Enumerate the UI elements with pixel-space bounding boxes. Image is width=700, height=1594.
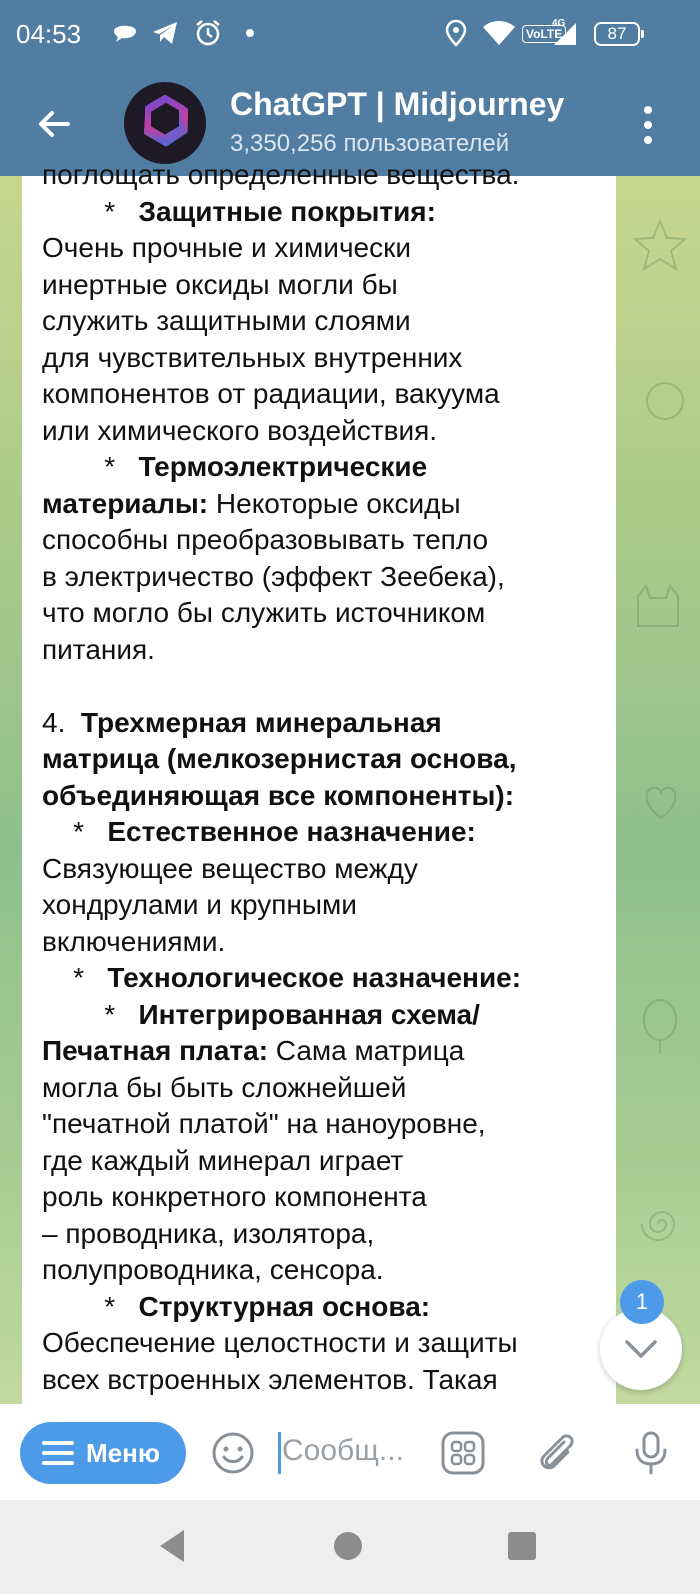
line-text: для чувствительных внутренних [42,341,463,373]
bold-heading: матрица (мелкозернистая основа, [42,743,517,774]
bullet-prefix: * [42,998,139,1030]
line-text: всех встроенных элементов. Такая [42,1363,498,1395]
message-line [42,522,602,559]
unread-badge: 1 [620,1280,664,1324]
line-text: роль конкретного компонента [42,1181,427,1212]
status-time: 04:53 [16,19,82,49]
openai-logo-icon [124,82,206,164]
nav-recents-icon[interactable] [506,1530,538,1562]
message-line [42,1070,602,1107]
dot-icon [238,18,268,48]
message-line [42,194,602,231]
line-text: Сама матрица [268,1035,465,1066]
more-vert-icon[interactable] [640,102,656,148]
bullet-prefix: * [42,962,108,993]
message-line [42,486,602,523]
message-line [42,668,602,705]
text-caret [278,1432,281,1474]
message-line [42,1106,602,1143]
doodle-heart-icon [636,776,686,826]
message-line [42,887,602,924]
line-text: включениями. [42,925,226,957]
status-bar [0,0,700,70]
doodle-cat-icon [628,576,688,636]
telegram-notification-icon [150,18,180,48]
menu-lines-icon [42,1440,74,1466]
mic-icon[interactable] [628,1430,674,1476]
bullet-prefix: 4. [42,706,81,738]
message-input-bar [0,1404,700,1500]
message-text [42,157,602,1398]
line-text: хондрулами и крупными [42,889,357,920]
message-line [42,157,602,194]
line-text: или химического воздействия. [42,414,438,446]
message-line [42,413,602,450]
message-line [42,449,602,486]
bold-heading: Естественное назначение: [107,816,476,847]
bold-heading: Защитные покрытия: [138,195,436,227]
bullet-prefix: * [42,451,139,482]
alarm-icon [193,18,223,48]
top-bar [0,0,700,176]
line-text: – проводника, изолятора, [42,1217,375,1249]
bold-heading: Технологическое назначение: [107,962,522,993]
line-text: инертные оксиды могли бы [42,268,398,300]
message-line [42,741,602,778]
line-text: компонентов от радиации, вакуума [42,378,500,409]
member-count: 3,350,256 пользователей [230,130,510,157]
message-line [42,1033,602,1070]
line-text: где каждый минерал играет [42,1144,404,1176]
apps-grid-icon[interactable] [440,1430,486,1476]
bold-heading: объединяющая все компоненты): [42,779,515,811]
message-line [42,814,602,851]
chevron-down-icon [622,1334,660,1364]
bullet-prefix: * [42,195,139,227]
bullet-prefix: * [42,1290,139,1322]
line-text: служить защитными слоями [42,305,411,336]
doodle-balloon-icon [630,996,690,1056]
message-line [42,778,602,815]
message-line [42,303,602,340]
message-line [42,1143,602,1180]
chat-title[interactable]: ChatGPT | Midjourney [230,86,565,122]
attach-icon[interactable] [534,1430,580,1476]
system-nav-bar [0,1500,700,1594]
doodle-star-icon [630,216,690,276]
chat-background [0,159,700,1404]
message-line [42,705,602,742]
bullet-prefix: * [42,816,108,847]
menu-button[interactable] [20,1422,186,1484]
message-bubble[interactable] [22,159,616,1404]
line-text: "печатной платой" на наноуровне, [42,1108,486,1139]
message-line [42,997,602,1034]
channel-avatar[interactable] [124,82,206,164]
line-text: Обеспечение целостности и защиты [42,1327,518,1358]
message-line [42,595,602,632]
message-line [42,924,602,961]
message-line [42,851,602,888]
bold-heading: Трехмерная минеральная [80,706,442,738]
bold-heading: материалы: [42,487,209,519]
message-input[interactable]: Сообщ... [282,1434,404,1467]
chat-notification-icon [110,18,140,48]
volte-indicator: VoLTE [522,25,566,43]
line-text: питания. [42,633,155,665]
message-line [42,1216,602,1253]
location-icon [441,18,471,48]
message-line [42,1362,602,1399]
wifi-icon [482,18,516,48]
line-text: способны преобразовывать тепло [42,524,489,555]
bold-heading: Структурная основа: [138,1290,431,1322]
line-text: в электричество (эффект Зеебека), [42,560,505,592]
nav-back-icon[interactable] [156,1528,188,1564]
doodle-circle-icon [640,376,690,426]
nav-home-icon[interactable] [332,1530,364,1562]
line-text: полупроводника, сенсора. [42,1254,384,1285]
message-line [42,340,602,377]
line-text: поглощать определенные вещества. [42,159,520,190]
message-line [42,632,602,669]
message-line [42,1252,602,1289]
bold-heading: Печатная плата: [42,1035,269,1066]
line-text: Очень прочные и химически [42,232,411,263]
message-line [42,376,602,413]
message-line [42,1179,602,1216]
message-line [42,559,602,596]
doodle-spiral-icon [634,1196,690,1252]
line-text: Связующее вещество между [42,852,418,884]
back-arrow-icon[interactable] [34,104,74,144]
bold-heading: Интегрированная схема/ [138,998,480,1030]
battery-indicator: 87 [594,22,640,46]
message-line [42,1289,602,1326]
message-line [42,1325,602,1362]
line-text: Некоторые оксиды [208,487,461,519]
message-line [42,267,602,304]
message-line [42,960,602,997]
line-text: могла бы быть сложнейшей [42,1071,407,1103]
bold-heading: Термоэлектрические [138,451,428,482]
emoji-icon[interactable] [210,1430,256,1476]
network-type: 4G [552,18,566,29]
message-line [42,230,602,267]
menu-button-label: Меню [86,1438,161,1468]
line-text: что могло бы служить источником [42,597,486,628]
